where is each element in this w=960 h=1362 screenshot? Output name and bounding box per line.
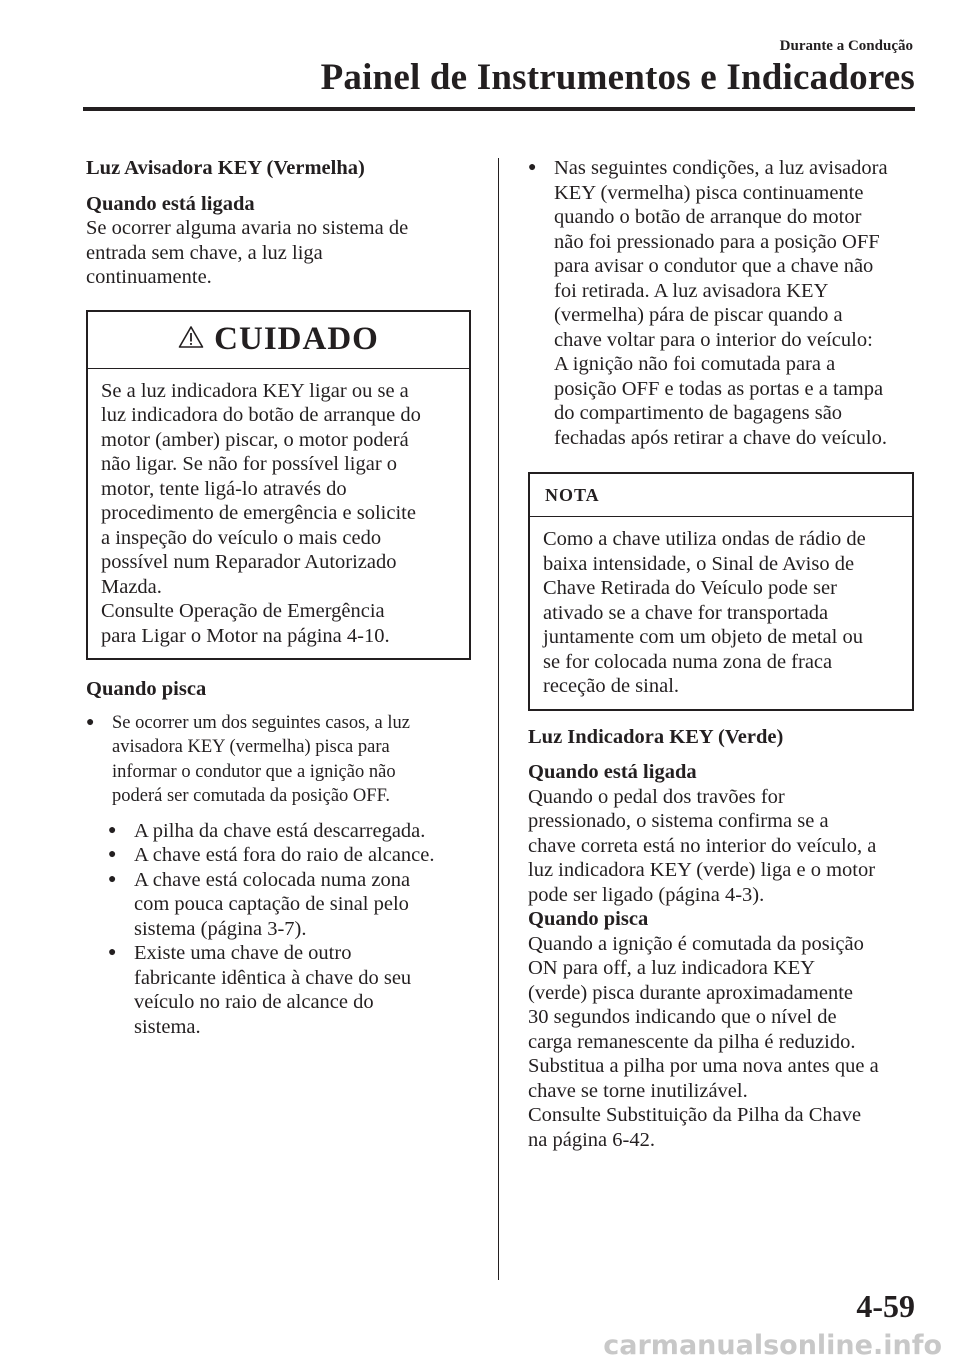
subheading-when-on: Quando está ligada xyxy=(86,192,255,215)
paragraph-when-on: Quando o pedal dos travões for pressionado, o sistema confirma se a chave correta está no interior do veículo, a luz indicadora KEY (verde) liga e o motor pode ser ligado (página 4-3). xyxy=(528,785,877,906)
caution-box xyxy=(86,310,471,661)
bullet-icon: ● xyxy=(108,871,117,887)
left-column xyxy=(86,152,471,1039)
right-column xyxy=(528,152,914,1152)
bullet-icon: ● xyxy=(86,714,95,730)
list-item: ● Nas seguintes condições, a luz avisadora KEY (vermelha) pisca continuamente quando o botão de arranque do motor não foi pressionado para a posição OFF para avisar o condutor que a chave não foi retirada. A luz avisadora KEY (vermelha) pára de piscar quando a chave voltar para o interior do veículo: A ignição não foi comutada para a posição OFF e todas as portas e a tampa do compartimento de bagagens são fechadas após retirar a chave do veículo. xyxy=(528,157,888,449)
list-item: ● A chave está fora do raio de alcance. xyxy=(108,844,435,866)
note-title: NOTA xyxy=(530,474,912,517)
section-heading-red-key: Luz Avisadora KEY (Vermelha) xyxy=(86,157,365,179)
section-heading-green-key: Luz Indicadora KEY (Verde) xyxy=(528,725,784,748)
subheading-when-blinking: Quando pisca xyxy=(86,678,207,700)
warning-triangle-icon xyxy=(178,325,204,354)
caution-title: CUIDADO xyxy=(214,321,379,357)
list-item: ● A chave está colocada numa zona com pouca captação de sinal pelo sistema (página 3-7). xyxy=(108,868,411,940)
note-body: Como a chave utiliza ondas de rádio de baixa intensidade, o Sinal de Aviso de Chave Retirada do Veículo pode ser ativado se a chave for transportada juntamente com um objeto de metal ou se for colocada numa zona de fraca receção de sinal. xyxy=(543,528,866,697)
subheading-when-on: Quando está ligada xyxy=(528,761,697,783)
paragraph-when-blinking: Quando a ignição é comutada da posição ON para off, a luz indicadora KEY (verde) pisca durante aproximadamente 30 segundos indicando que o nível de carga remanescente da pilha é reduzido. Substitua a pilha por uma nova antes que a chave se torne inutilizável. Consulte Substituição da Pilha da Chave na página 6-42. xyxy=(528,932,879,1151)
bullet-icon: ● xyxy=(108,945,117,960)
list-item: ● A pilha da chave está descarregada. xyxy=(108,819,426,842)
watermark: carmanualsonline.info xyxy=(603,1330,942,1361)
caution-body: Se a luz indicadora KEY ligar ou se a luz indicadora do botão de arranque do motor (amber) piscar, o motor poderá não ligar. Se não for possível ligar o motor, tente ligá-lo através do procedimento de emergência e solicite a inspeção do veículo o mais cedo possível num Reparador Autorizado Mazda. Consulte Operação de Emergência para Ligar o Motor na página 4-10. xyxy=(101,379,421,647)
note-box xyxy=(528,472,914,711)
page-number: 4-59 xyxy=(856,1288,915,1324)
running-header-section: Durante a Condução xyxy=(779,38,913,54)
page-title: Painel de Instrumentos e Indicadores xyxy=(320,57,915,98)
list-item: ● Existe uma chave de outro fabricante idêntica à chave do seu veículo no raio de alcance do sistema. xyxy=(108,942,412,1038)
header-rule xyxy=(83,107,915,111)
caution-header xyxy=(88,312,469,369)
paragraph-when-on: Se ocorrer alguma avaria no sistema de entrada sem chave, a luz liga continuamente. xyxy=(86,217,409,288)
bullet-icon: ● xyxy=(528,160,537,175)
subheading-when-blinking: Quando pisca xyxy=(528,908,649,930)
list-item: ● Se ocorrer um dos seguintes casos, a luz avisadora KEY (vermelha) pisca para informar o condutor que a ignição não poderá ser comutada da posição OFF. xyxy=(86,712,410,806)
bullet-icon: ● xyxy=(108,822,117,838)
bullet-icon: ● xyxy=(108,847,117,862)
column-divider xyxy=(498,158,499,1280)
